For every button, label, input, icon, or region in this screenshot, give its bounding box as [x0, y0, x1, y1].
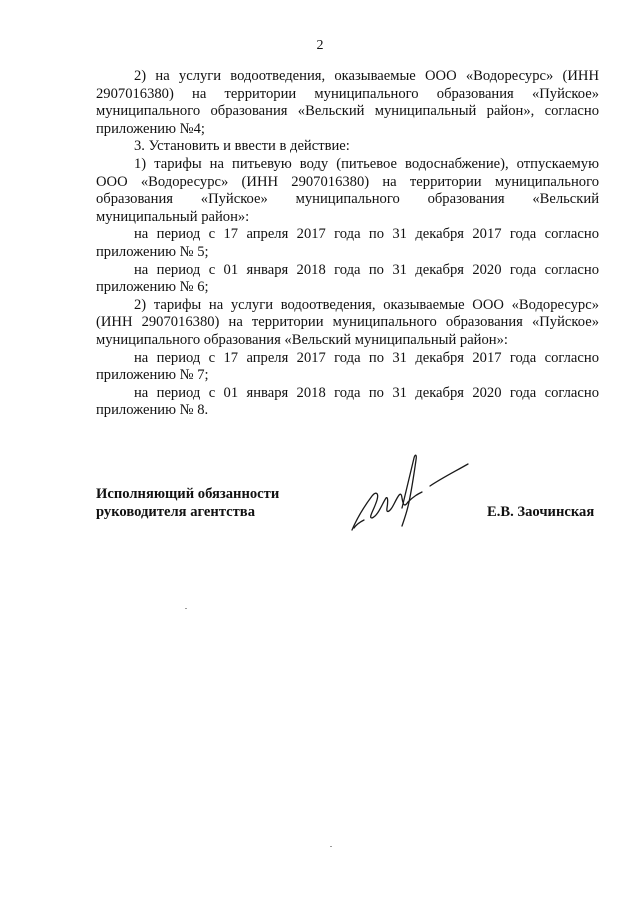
- signatory-name: Е.В. Заочинская: [487, 504, 595, 520]
- signatory-position-line-2: руководителя агентства: [96, 504, 255, 520]
- paragraph-period-2017-appendix-7: на период с 17 апреля 2017 года по 31 декабря 2017 года согласно приложению № 7;: [96, 349, 599, 384]
- document-body: [96, 68, 599, 420]
- paragraph-water-tariffs: 1) тарифы на питьевую воду (питьевое водоснабжение), отпускаемую ООО «Водоресурс» (ИНН 2907016380) на территории муниципального образования «Пуйское» муниципального образования «Вельский муниципальный район»:: [96, 155, 599, 225]
- paragraph-wastewater-tariffs: 2) тарифы на услуги водоотведения, оказываемые ООО «Водоресурс» (ИНН 2907016380) на территории муниципального образования «Пуйское» муниципального образования «Вельский муниципальный район»:: [96, 296, 599, 348]
- scan-speck: [330, 846, 332, 847]
- page-number: 2: [316, 38, 324, 53]
- paragraph-period-2018-2020-appendix-6: на период с 01 января 2018 года по 31 декабря 2020 года согласно приложению № 6;: [96, 261, 599, 296]
- scan-speck: [185, 608, 187, 609]
- handwritten-signature: [346, 446, 476, 546]
- signatory-position: [96, 485, 279, 521]
- paragraph-period-2017-appendix-5: на период с 17 апреля 2017 года по 31 декабря 2017 года согласно приложению № 5;: [96, 226, 599, 260]
- paragraph-wastewater-services-appendix-4: 2) на услуги водоотведения, оказываемые ООО «Водоресурс» (ИНН 2907016380) на территории муниципального образования «Пуйское» муниципального образования «Вельский муниципальный район», согласно приложению №4;: [96, 68, 599, 137]
- paragraph-item-3-establish: 3. Установить и ввести в действие:: [134, 138, 350, 155]
- signatory-position-line-1: Исполняющий обязанности: [96, 486, 280, 502]
- paragraph-period-2018-2020-appendix-8: на период с 01 января 2018 года по 31 декабря 2020 года согласно приложению № 8.: [96, 384, 599, 419]
